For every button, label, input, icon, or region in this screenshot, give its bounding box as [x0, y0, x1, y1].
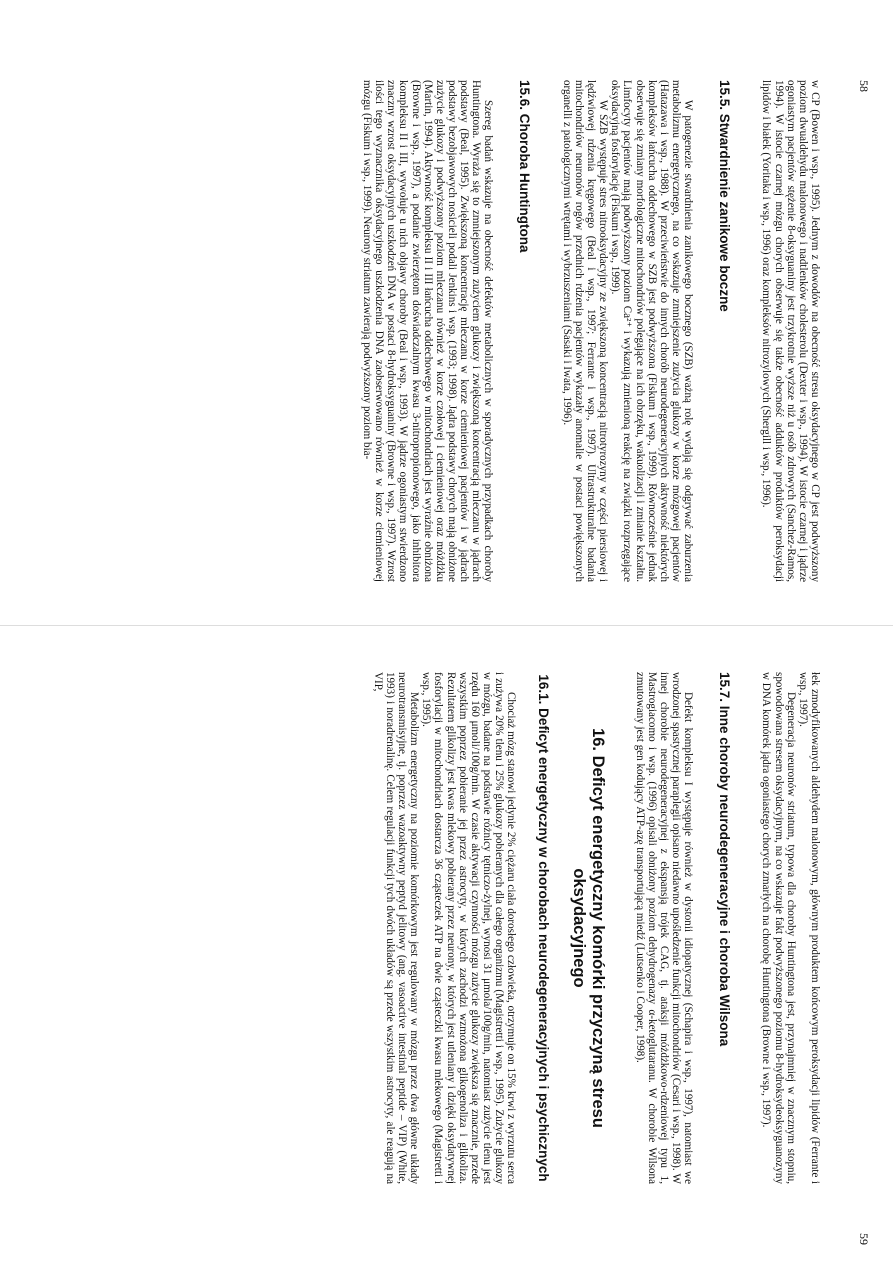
right-page-text-column [372, 672, 821, 1184]
section-15-5-paragraph-1: W patogenezie stwardnienia zanikowego bocznego (SZB) ważną rolę wydają się odgrywać zaburzenia metabolizmu energetycznego, na co wskazuje zmniejszenie zużycia glukozy w korze mózgowej pacjentów (Hatazawa i wsp., 1988). W przeciwieństwie do innych chorób neurodegeneracyjnych aktywność niektórych kompleksów łańcucha oddechowego w SZB jest podwyższona (Fiskum i wsp., 1999). Równocześnie jednak obserwuje się zmiany morfologiczne mitochondriów polegające na ich obrzęku, wakuolizacji i zmianie kształtu. Limfocyty pacjentów mają podwyższony poziom Ca²⁺ i wykazują zmienioną reakcję na związki rozprzęgające oksydacyjną fosforylację (Fiskum i wsp., 1999). [609, 80, 695, 582]
left-intro-paragraph: w CP (Bowen i wsp., 1995). Jednym z dowodów na obecność stresu oksydacyjnego w CP jest podwyższony poziom dwualdehydu malonowego i nadtlenków cholesterolu (Dexter i wsp., 1994). W istocie czarnej i jądrze ogoniastym pacjentów stężenie 8-oksyguaniny jest trzykrotnie wyższe niż u osób zdrowych (Sanchez-Ramos, 1994). W istocie czarnej mózgu chorych obserwuje się także obecność adduktów produktów peroksydacji lipidów i białek (Yoritaka i wsp., 1996) oraz kompleksów nitrozylowych (Shergill i wsp., 1996). [760, 80, 821, 582]
section-16-1-paragraph-2: Metabolizm energetyczny na poziomie komórkowym jest regulowany w mózgu przez dwa główne układy neurotransmisyjne, tj. poprzez wazoaktywny peptyd jelitowy (ang. vasoactive intestinal peptide – VIP) (White, 1993) i noradrenalinę. Celem regulacji funkcji tych dwóch układów są przede wszystkim astrocyty, ale reagują na VIP, [371, 672, 421, 1184]
section-15-5-paragraph-2: W SZB występuje stres nitrooksydacyjny ze zwiększoną koncentracją nitrotyrozyny w części piersiowej i lędźwiowej rdzenia kręgowego (Beal i wsp., 1997; Ferrante i wsp., 1997). Ultrastrukturalne badania mitochondriów neuronów rogów przednich rdzenia pacjentów wykazały anomalie w postaci powiększonych organelli z patologicznymi wtrętami i wybrzuszeniami (Sasaki i Iwata, 1996). [560, 80, 610, 582]
chapter-16-heading: 16. Deficyt energetyczny komórki przyczyną stresu oksydacyjnego [570, 728, 608, 1128]
section-15-6-paragraph-1: Szereg badań wskazuje na obecność defektów metabolicznych w sporadycznych przypadkach choroby Huntingtona. Wyraża się to zmniejszonym zużyciem glukozy i zwiększoną koncentracją mleczanu w jądrach podstawy (Beal, 1995). Zwiększoną koncentrację mleczanu w korze ciemieniowej pacjentów i w jądrach podstawy bezobjawowych nosicieli podali Jenkins i wsp. (1993; 1998). Jądra podstawy chorych mają obniżone zużycie glukozy i podwyższony poziom mleczanu również w korze czołowej i ciemieniowej oraz móżdżku (Martin, 1994). Aktywność kompleksu II i III łańcucha oddechowego w mitochondriach jest wyraźnie obniżona (Browne i wsp., 1997), a podanie zwierzętom doświadczalnym kwasu 3-nitropropionowego, jako inhibitora kompleksu II i III, wywołuje u nich objawy choroby (Beal i wsp., 1993). W jądrze ogoniastym stwierdzono znaczny wzrost oksydacyjnych uszkodzeń DNA w postaci 8-hydroksyguaniny (Browne i wsp., 1997). Wzrost ilości tego wyznacznika oksydacyjnego uszkodzenia DNA zaobserwowano również w korze ciemieniowej mózgu (Fiskum i wsp., 1999). Neurony striatum zawierają podwyższony poziom bia- [360, 80, 495, 582]
left-page-text-column [361, 80, 821, 582]
section-16-1-paragraph-1: Chociaż mózg stanowi jedynie 2% ciężaru ciała dorosłego człowieka, otrzymuje on 15% krwi z wyrzutu serca i zużywa 20% tlenu i 25% glukozy pobieranych dla całego organizmu (Magistretti i wsp., 1995). Zużycie glukozy w mózgu, badane na podstawie różnicy tętniczo-żylnej, wynosi 31 μmola/100g/min, natomiast zużycie tlenu jest rzędu 160 μmoli/100g/min. W czasie aktywacji czynności mózgu zużycie glukozy zwiększa się znacznie, przede wszystkim poprzez pobieranie jej przez astrocyty, w których zachodzi wzmożona glikogenoliza i glikoliza. Rezultatem glikolizy jest kwas mlekowy pobierany przez neurony, w których jest utleniany i dzięki oksydatywnej fosforylacji w mitochondriach dostarcza 36 cząsteczek ATP na dwie cząsteczki kwasu mlekowego (Magistretti i wsp., 1995). [420, 672, 518, 1184]
right-intro-paragraph-2: Degeneracja neuronów striatum, typowa dla choroby Huntingtona jest, przynajmniej w znacznym stopniu, spowodowana stresem oksydacyjnym, na co wskazuje fakt podwyższonego poziomu 8-hydroksydeoksyguanozyny w DNA komórek jądra ogoniastego chorych zmarłych na chorobę Huntingtona (Browne i wsp., 1997). [760, 672, 797, 1184]
page-number-left: 58 [857, 80, 871, 92]
section-15-6-heading: 15.6. Choroba Huntingtona [517, 80, 533, 253]
right-page [0, 660, 893, 1263]
left-page [0, 0, 893, 620]
section-16-1-heading: 16.1. Deficyt energetyczny w chorobach neurodegeneracyjnych i psychicznych [536, 674, 552, 1182]
right-intro-paragraph: łek zmodyfikowanych aldehydem malonowym, głównym produktem końcowym peroksydacji lipidów (Ferrante i wsp., 1997). [796, 672, 821, 1184]
section-15-7-paragraph-1: Defekt kompleksu I występuje również w dystonii idiopatycznej (Schapira i wsp., 1997), natomiast we wrodzonej spastycznej paraplegii opisano niedawno upośledzenie funkcji mitochondriów (Cesari i wsp., 1998). W innej chorobie neurodegeneracyjnej z ekspansją trójek CAG, tj. ataksji móżdżkowo-rdzeniowej typu 1, Mastrogiacomo i wsp. (1996) opisali obniżony poziom dehydrogenazy α-ketoglutaranu. W chorobie Wilsona zmutowany jest gen kodujący ATP-azę transportującą miedź (Lutsenko i Cooper, 1998). [633, 672, 695, 1184]
page-number-right: 59 [857, 1233, 871, 1245]
section-15-5-heading: 15.5. Stwardnienie zanikowe boczne [717, 80, 733, 312]
section-15-7-heading: 15.7. Inne choroby neurodegeneracyjne i choroba Wilsona [717, 672, 733, 1047]
page-fold-divider [0, 625, 893, 626]
